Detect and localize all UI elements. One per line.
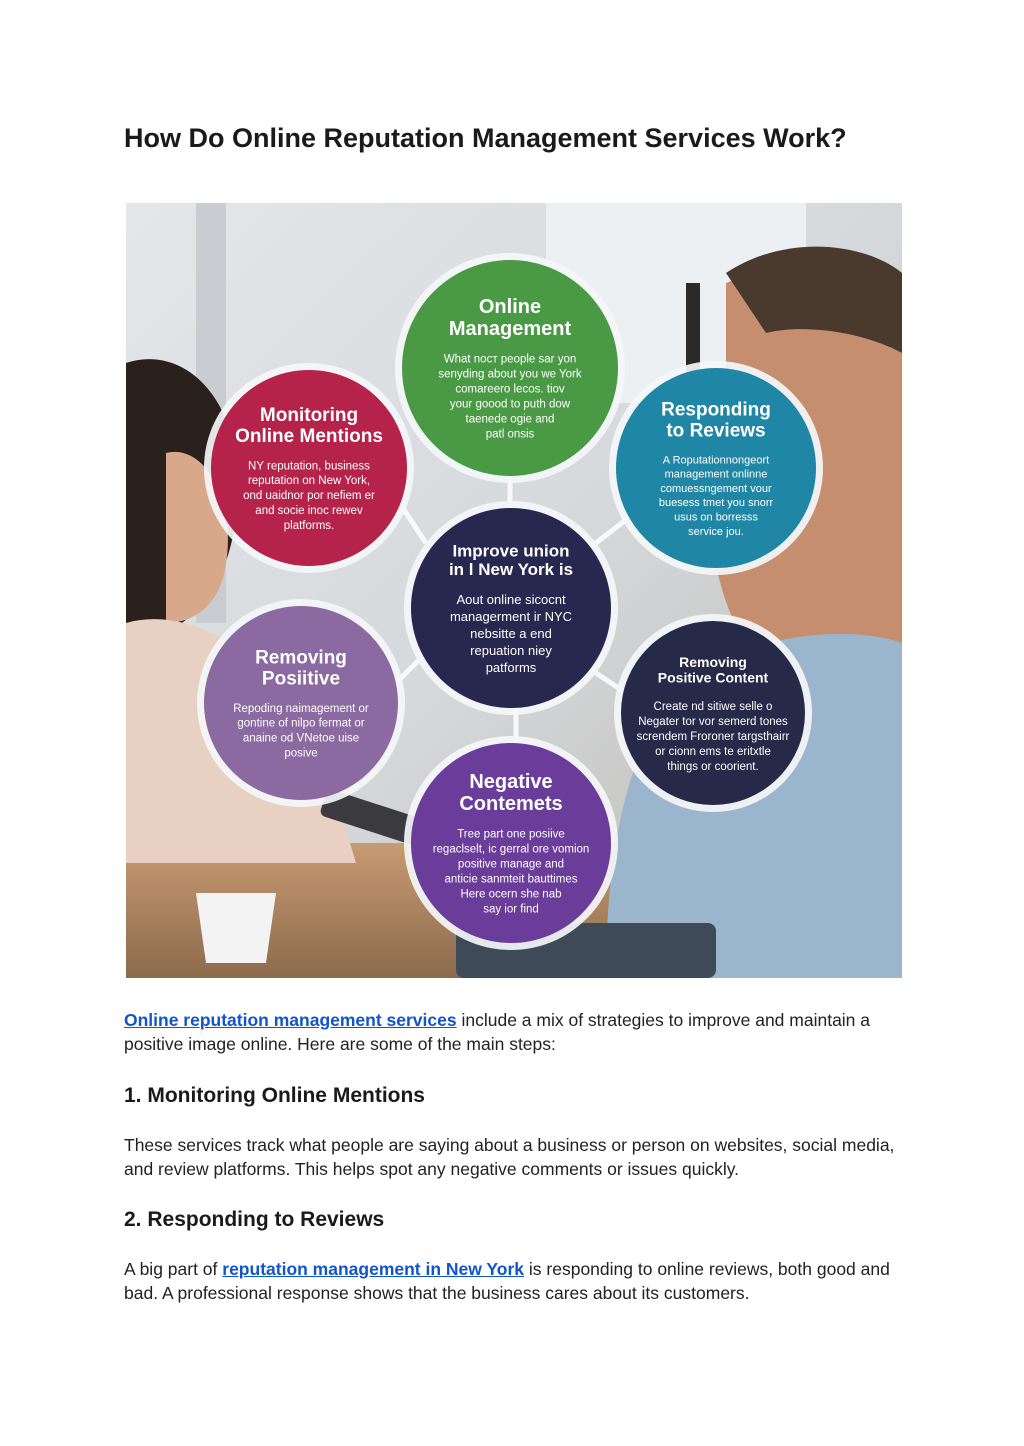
circle-body-line: senyding about you we York	[438, 368, 582, 381]
circle-body-line: Here ocern she nab	[460, 888, 562, 901]
circle-body-line: comareero lecos. tiov	[455, 383, 565, 396]
circle-title: Responding	[661, 399, 771, 421]
circle-title: Online Mentions	[235, 425, 383, 447]
circle-body-line: things or coorient.	[667, 760, 759, 773]
circle-body-line: positive manage and	[457, 858, 565, 871]
circle-body-line: screndem Froroner targsthairr	[636, 730, 790, 743]
infographic-circle	[404, 501, 618, 715]
circle-body-line: What nост people sar yon	[443, 353, 577, 366]
circle-body-line: patforms	[485, 659, 537, 675]
section-body	[124, 1257, 904, 1305]
circle-title: Improve union	[452, 541, 570, 561]
section-body: These services track what people are saying about a business or person on websites, social media, and review platforms. This helps spot any negative comments or issues quickly.	[124, 1135, 895, 1179]
circle-title: Removing	[679, 654, 747, 671]
circle-body-line: Tree part one posiive	[457, 828, 565, 841]
circle-body-line: ond uaidnor por nefiem er	[243, 490, 375, 503]
circle-title: Removing	[255, 647, 347, 669]
infographic-circle	[395, 253, 625, 483]
circle-body-line: Aout online sicocnt	[456, 592, 566, 608]
circle-title: Negative	[469, 771, 553, 794]
circle-title: Management	[448, 318, 572, 341]
circle-body-line: usus on borresss	[674, 511, 758, 524]
circle-body-line: platforms.	[283, 520, 335, 533]
intro-text: include a mix of strategies to improve and maintain a positive image online. Here are some of the main steps:	[124, 1010, 871, 1054]
circle-body-line: say ior find	[483, 903, 539, 916]
circle-body-line: anaine od VNetoe uise	[242, 732, 360, 745]
infographic-circle	[614, 614, 812, 812]
infographic-circle	[609, 361, 823, 575]
circle-body-line: management onlinne	[664, 468, 768, 481]
section-heading: 2. Responding to Reviews	[124, 1208, 385, 1231]
section-text: is responding to online reviews, both good and bad. A professional response shows that the business cares about its customers.	[124, 1259, 890, 1303]
intro-link[interactable]: Online reputation management services	[124, 1010, 457, 1030]
circle-body-line: or cionn ems te eritxtle	[655, 745, 771, 758]
circle-body-line: taenede ogie and	[465, 413, 555, 426]
page-title: How Do Online Reputation Management Services Work?	[124, 123, 847, 153]
circle-body-line: posive	[284, 747, 318, 760]
circle-body-line: Negater tor vor semerd tones	[638, 715, 788, 728]
circle-body-line: service jou.	[688, 525, 744, 538]
circle-body-line: gontine of nilpo fermat or	[237, 717, 365, 730]
section-text: A big part of	[124, 1259, 223, 1279]
infographic-circle	[404, 736, 618, 950]
infographic-circle	[204, 363, 414, 573]
coffee-cup	[196, 893, 276, 963]
circle-body-line: anticie sanmteit bauttimes	[444, 873, 578, 886]
circle-body-line: Repoding naimagement or	[233, 702, 369, 715]
circle-body-line: patl onsis	[485, 428, 535, 441]
circle-body-line: nebsitte a end	[470, 626, 552, 641]
circle-body-line: comuessngement vour	[660, 482, 772, 495]
circle-body-line: Create nd sitiwe selle o	[653, 701, 773, 714]
circle-disc	[411, 508, 611, 708]
circle-body-line: buesess tmet you snorr	[658, 497, 774, 510]
section-heading: 1. Monitoring Online Mentions	[124, 1084, 425, 1107]
circle-body-line: managerment ir NYC	[449, 609, 573, 625]
circle-body-line: regaclselt, ic gerral ore vomion	[432, 843, 590, 856]
infographic-circle	[197, 599, 405, 807]
circle-body-line: reputation on New York,	[247, 475, 371, 488]
circle-body-line: A Roputationnongeort	[662, 454, 770, 467]
reputation-management-link[interactable]: reputation management in New York	[222, 1259, 525, 1279]
circle-body-line: NY reputation, business	[248, 460, 370, 473]
infographic-svg	[126, 203, 902, 978]
circle-title: Online	[478, 296, 542, 319]
circle-title: in l New York is	[448, 560, 574, 580]
circle-title: Contemets	[459, 793, 563, 816]
circle-title: to Reviews	[666, 420, 766, 442]
infographic-image	[126, 203, 902, 978]
intro-paragraph	[124, 1008, 904, 1056]
circle-title: Monitoring	[259, 404, 359, 426]
circle-body-line: repuation niey	[470, 642, 552, 658]
circle-body-line: and socie inoc rewev	[255, 505, 363, 518]
circle-title: Posiitive	[261, 668, 341, 690]
circle-body-line: your goood to puth dow	[449, 398, 571, 411]
circle-title: Positive Content	[657, 669, 769, 686]
